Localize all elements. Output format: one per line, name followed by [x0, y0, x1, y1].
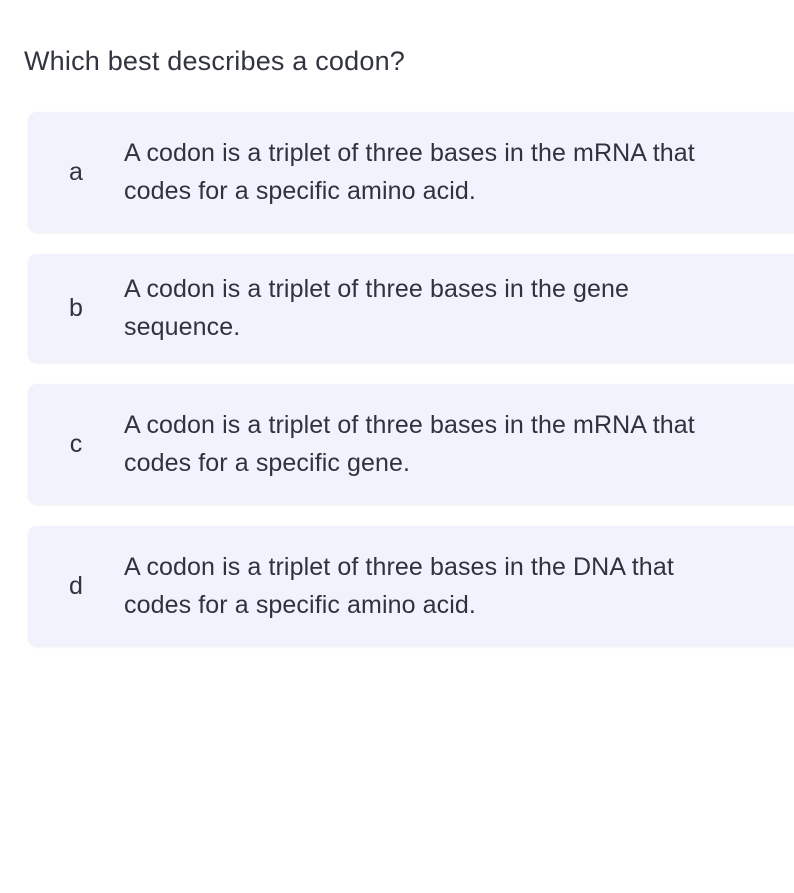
answer-option-text: A codon is a triplet of three bases in the mRNA that codes for a specific gene. [124, 411, 695, 477]
answer-option-text: A codon is a triplet of three bases in the DNA that codes for a specific amino acid. [124, 553, 674, 619]
question-text: Which best describes a codon? [24, 46, 406, 76]
answer-option-text: A codon is a triplet of three bases in the mRNA that codes for a specific amino acid. [124, 139, 695, 205]
answer-option-text: A codon is a triplet of three bases in the gene sequence. [124, 275, 630, 341]
answer-option-letter: c [69, 430, 83, 458]
answer-option-b[interactable] [28, 254, 794, 362]
answer-option-letter: b [69, 294, 83, 322]
answer-option-a[interactable] [28, 112, 794, 232]
answer-options-list [0, 112, 794, 646]
answer-option-letter: d [69, 572, 83, 600]
answer-option-d[interactable] [28, 526, 794, 646]
answer-option-c[interactable] [28, 384, 794, 504]
answer-option-letter: a [69, 158, 83, 186]
